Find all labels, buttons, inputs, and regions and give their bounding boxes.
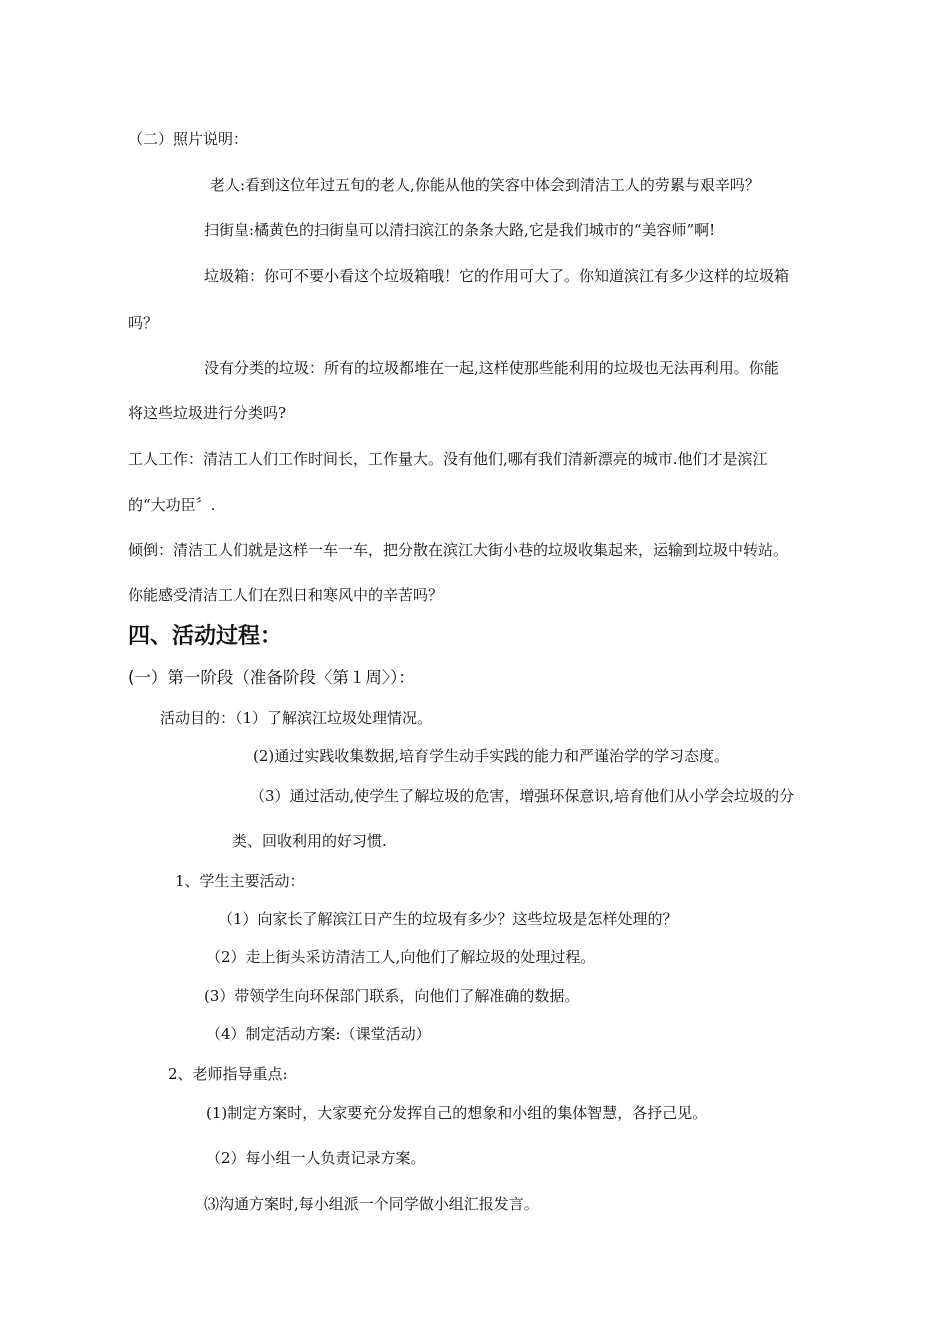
photo-caption-workers-line2: 的“大功臣〞. — [128, 496, 216, 514]
stage1-goal-2: (2)通过实践收集数据,培育学生动手实践的能力和严谨治学的学习态度。 — [253, 747, 730, 765]
student-activities-heading: 1、学生主要活动： — [175, 872, 305, 890]
photo-caption-sweeper: 扫街皇:橘黄色的扫街皇可以清扫滨江的条条大路,它是我们城市的“美容师”啊! — [204, 221, 716, 239]
teacher-guidance-item: （2）每小组一人负责记录方案。 — [206, 1149, 426, 1167]
photo-caption-unsorted-line1: 没有分类的垃圾：所有的垃圾都堆在一起,这样使那些能利用的垃圾也无法再利用。你能 — [204, 359, 779, 377]
photo-caption-elder: 老人:看到这位年过五旬的老人,你能从他的笑容中体会到清洁工人的劳累与艰辛吗？ — [210, 176, 760, 194]
photo-caption-dumping-line2: 你能感受清洁工人们在烈日和寒风中的辛苦吗？ — [128, 586, 444, 604]
student-activity-item: (3）带领学生向环保部门联系，向他们了解准确的数据。 — [204, 987, 580, 1005]
photo-caption-unsorted-line2: 将这些垃圾进行分类吗? — [128, 404, 287, 422]
student-activity-item: （4）制定活动方案:（课堂活动） — [206, 1025, 431, 1043]
photo-caption-dumping-line1: 倾倒：清洁工人们就是这样一车一车，把分散在滨江大街小巷的垃圾收集起来，运输到垃圾中转站。 — [128, 541, 789, 559]
photo-caption-workers-line1: 工人工作：清洁工人们工作时间长，工作量大。没有他们,哪有我们清新漂亮的城市.他们才是滨江 — [128, 450, 768, 468]
section-heading-activity-process: 四、活动过程： — [128, 624, 283, 649]
student-activity-item: （1）向家长了解滨江日产生的垃圾有多少？这些垃圾是怎样处理的？ — [218, 910, 678, 928]
teacher-guidance-heading: 2、老师指导重点: — [168, 1065, 288, 1083]
teacher-guidance-item: ⑶沟通方案时,每小组派一个同学做小组汇报发言。 — [204, 1195, 539, 1213]
stage1-goal-1: 活动目的：（1）了解滨江垃圾处理情况。 — [160, 709, 433, 727]
stage1-goal-3-line1: （3）通过活动,使学生了解垃圾的危害，增强环保意识,培育他们从小学会垃圾的分 — [250, 787, 795, 805]
teacher-guidance-item: (1)制定方案时，大家要充分发挥自己的想象和小组的集体智慧，各抒己见。 — [206, 1104, 708, 1122]
stage1-heading: (一）第一阶段（准备阶段〈第１周〉）： — [128, 668, 415, 687]
photo-section-heading: （二）照片说明： — [128, 130, 249, 148]
student-activity-item: （2）走上街头采访清洁工人,向他们了解垃圾的处理过程。 — [206, 948, 596, 966]
stage1-goal-3-line2: 类、回收利用的好习惯. — [232, 832, 387, 850]
photo-caption-bin-line1: 垃圾箱：你可不要小看这个垃圾箱哦！它的作用可大了。你知道滨江有多少这样的垃圾箱 — [204, 267, 790, 285]
photo-caption-bin-line2: 吗？ — [128, 314, 159, 332]
